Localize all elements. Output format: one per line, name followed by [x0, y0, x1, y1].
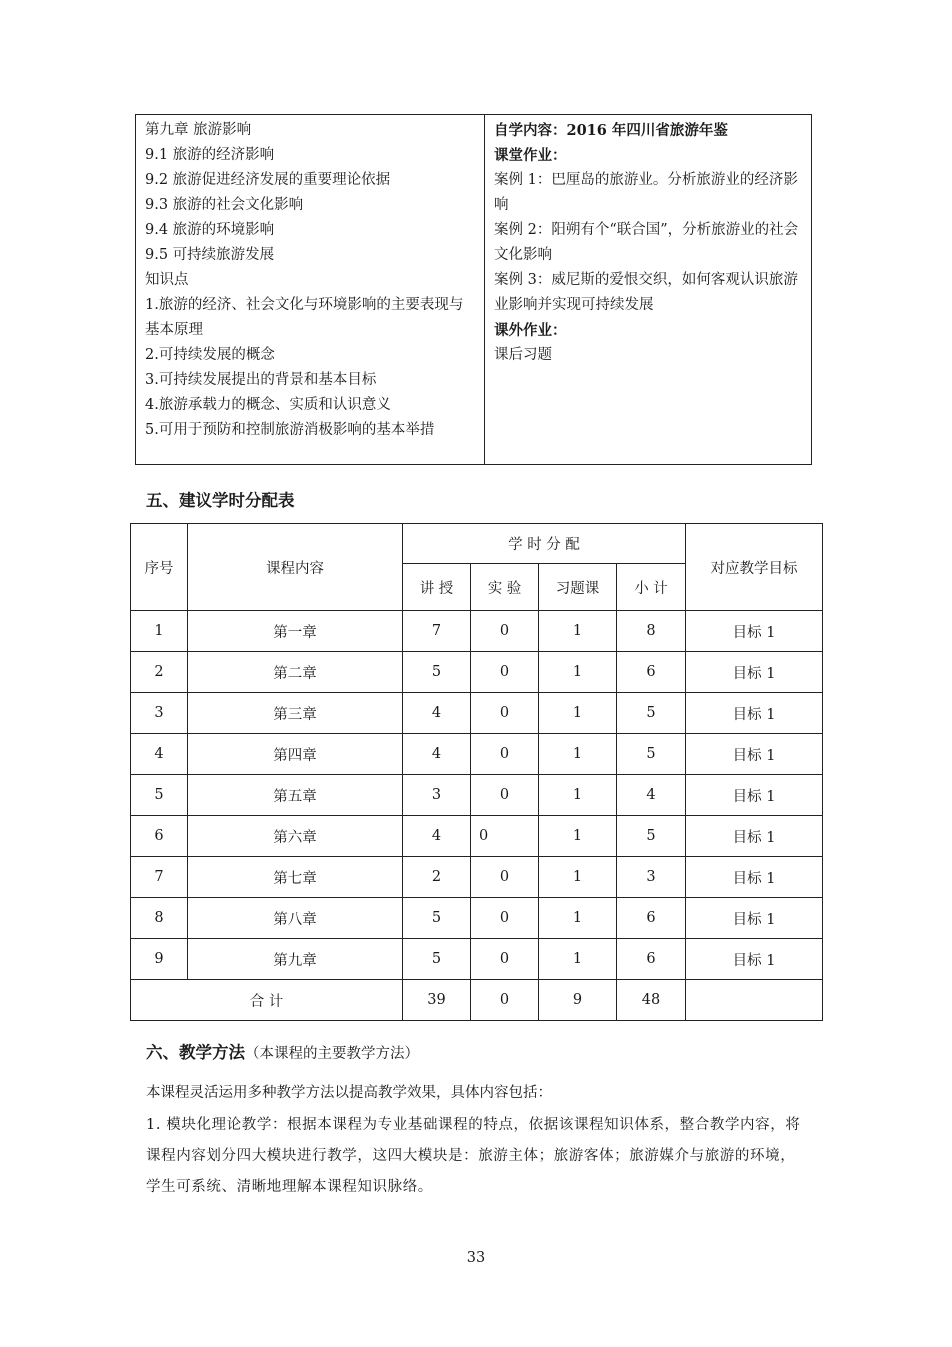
cell-exercise: 1	[539, 693, 617, 734]
cell-seq: 1	[131, 611, 188, 652]
cell-seq: 4	[131, 734, 188, 775]
table-row	[131, 898, 823, 939]
table-row	[131, 857, 823, 898]
homework-line: 课后习题	[494, 347, 552, 363]
cell-goal: 目标 1	[686, 693, 823, 734]
cell-content: 第七章	[188, 857, 403, 898]
total-subtotal: 48	[617, 980, 686, 1021]
cell-subtotal: 6	[617, 939, 686, 980]
header-seq: 序号	[131, 524, 188, 611]
total-goal	[686, 980, 823, 1021]
outline-line: 9.4 旅游的环境影响	[145, 222, 275, 238]
cell-exercise: 1	[539, 611, 617, 652]
cell-seq: 8	[131, 898, 188, 939]
outline-line: 9.1 旅游的经济影响	[145, 147, 275, 163]
cell-experiment: 0	[471, 857, 539, 898]
total-label: 合 计	[131, 980, 403, 1021]
cell-lecture: 5	[403, 939, 471, 980]
cell-lecture: 2	[403, 857, 471, 898]
cell-subtotal: 3	[617, 857, 686, 898]
cell-subtotal: 4	[617, 775, 686, 816]
total-lecture: 39	[403, 980, 471, 1021]
cell-content: 第九章	[188, 939, 403, 980]
cell-subtotal: 5	[617, 816, 686, 857]
header-content: 课程内容	[188, 524, 403, 611]
header-experiment: 实 验	[471, 564, 539, 611]
cell-goal: 目标 1	[686, 898, 823, 939]
cell-exercise: 1	[539, 652, 617, 693]
cell-goal: 目标 1	[686, 734, 823, 775]
table-row	[131, 652, 823, 693]
cell-content: 第一章	[188, 611, 403, 652]
table-row	[131, 816, 823, 857]
cell-seq: 5	[131, 775, 188, 816]
cell-lecture: 7	[403, 611, 471, 652]
assignment-cell	[485, 115, 812, 465]
cell-experiment: 0	[471, 693, 539, 734]
page-number: 33	[466, 1250, 486, 1266]
table-row	[131, 611, 823, 652]
outline-line: 9.5 可持续旅游发展	[145, 247, 275, 263]
section6-heading	[146, 1039, 419, 1063]
cell-seq: 9	[131, 939, 188, 980]
outline-line: 1.旅游的经济、社会文化与环境影响的主要表现与基本原理	[145, 297, 464, 338]
cell-exercise: 1	[539, 857, 617, 898]
chapter-outline-cell	[136, 115, 485, 465]
cell-exercise: 1	[539, 816, 617, 857]
case-line: 案例 2：阳朔有个“联合国”，分析旅游业的社会文化影响	[494, 222, 799, 263]
cell-lecture: 3	[403, 775, 471, 816]
outline-line: 知识点	[145, 272, 189, 288]
cell-subtotal: 6	[617, 898, 686, 939]
cell-content: 第二章	[188, 652, 403, 693]
cell-content: 第四章	[188, 734, 403, 775]
cell-experiment: 0	[471, 816, 539, 857]
cell-experiment: 0	[471, 898, 539, 939]
total-experiment: 0	[471, 980, 539, 1021]
cell-exercise: 1	[539, 898, 617, 939]
cell-lecture: 4	[403, 816, 471, 857]
table-row	[131, 939, 823, 980]
cell-experiment: 0	[471, 775, 539, 816]
header-exercise: 习题课	[539, 564, 617, 611]
total-row	[131, 980, 823, 1021]
self-study-line: 自学内容：2016 年四川省旅游年鉴	[494, 122, 728, 139]
cell-goal: 目标 1	[686, 857, 823, 898]
cell-lecture: 5	[403, 898, 471, 939]
cell-exercise: 1	[539, 939, 617, 980]
cell-content: 第五章	[188, 775, 403, 816]
chapter-nine-table	[135, 114, 812, 465]
case-line: 案例 3：威尼斯的爱恨交织，如何客观认识旅游业影响并实现可持续发展	[494, 272, 798, 313]
section6-note: （本课程的主要教学方法）	[245, 1046, 419, 1062]
cell-experiment: 0	[471, 734, 539, 775]
section6-intro: 本课程灵活运用多种教学方法以提高教学效果，具体内容包括：	[146, 1085, 552, 1101]
outline-line: 3.可持续发展提出的背景和基本目标	[145, 372, 377, 388]
outline-line: 第九章 旅游影响	[145, 122, 252, 138]
cell-lecture: 5	[403, 652, 471, 693]
cell-exercise: 1	[539, 734, 617, 775]
total-exercise: 9	[539, 980, 617, 1021]
outline-line: 5.可用于预防和控制旅游消极影响的基本举措	[145, 422, 435, 438]
case-line: 案例 1：巴厘岛的旅游业。分析旅游业的经济影响	[494, 172, 798, 213]
header-hours: 学 时 分 配	[403, 524, 686, 564]
cell-experiment: 0	[471, 611, 539, 652]
cell-content: 第六章	[188, 816, 403, 857]
outline-line: 4.旅游承载力的概念、实质和认识意义	[145, 397, 391, 413]
cell-goal: 目标 1	[686, 939, 823, 980]
table-row	[131, 734, 823, 775]
header-goal: 对应教学目标	[686, 524, 823, 611]
cell-goal: 目标 1	[686, 816, 823, 857]
header-lecture: 讲 授	[403, 564, 471, 611]
cell-content: 第八章	[188, 898, 403, 939]
table-row	[131, 775, 823, 816]
cell-lecture: 4	[403, 693, 471, 734]
section6-item1: 1. 模块化理论教学：根据本课程为专业基础课程的特点，依据该课程知识体系，整合教学内容，将课程内容划分四大模块进行教学，这四大模块是：旅游主体；旅游客体；旅游媒介与旅游的环境，学生可系统、清晰地理解本课程知识脉络。	[146, 1117, 801, 1195]
cell-goal: 目标 1	[686, 611, 823, 652]
header-subtotal: 小 计	[617, 564, 686, 611]
outline-line: 2.可持续发展的概念	[145, 347, 275, 363]
cell-subtotal: 8	[617, 611, 686, 652]
outline-line: 9.3 旅游的社会文化影响	[145, 197, 304, 213]
outline-line: 9.2 旅游促进经济发展的重要理论依据	[145, 172, 391, 188]
class-work-title: 课堂作业：	[494, 147, 567, 164]
hours-allocation-table	[130, 523, 823, 1021]
cell-goal: 目标 1	[686, 775, 823, 816]
section6-title: 六、教学方法	[146, 1043, 245, 1062]
section5-heading: 五、建议学时分配表	[146, 491, 295, 510]
cell-content: 第三章	[188, 693, 403, 734]
table-row	[131, 693, 823, 734]
cell-goal: 目标 1	[686, 652, 823, 693]
cell-subtotal: 5	[617, 734, 686, 775]
cell-seq: 2	[131, 652, 188, 693]
homework-title: 课外作业：	[494, 322, 567, 339]
cell-seq: 6	[131, 816, 188, 857]
cell-lecture: 4	[403, 734, 471, 775]
cell-subtotal: 6	[617, 652, 686, 693]
cell-exercise: 1	[539, 775, 617, 816]
cell-seq: 3	[131, 693, 188, 734]
cell-experiment: 0	[471, 652, 539, 693]
cell-experiment: 0	[471, 939, 539, 980]
cell-seq: 7	[131, 857, 188, 898]
cell-subtotal: 5	[617, 693, 686, 734]
